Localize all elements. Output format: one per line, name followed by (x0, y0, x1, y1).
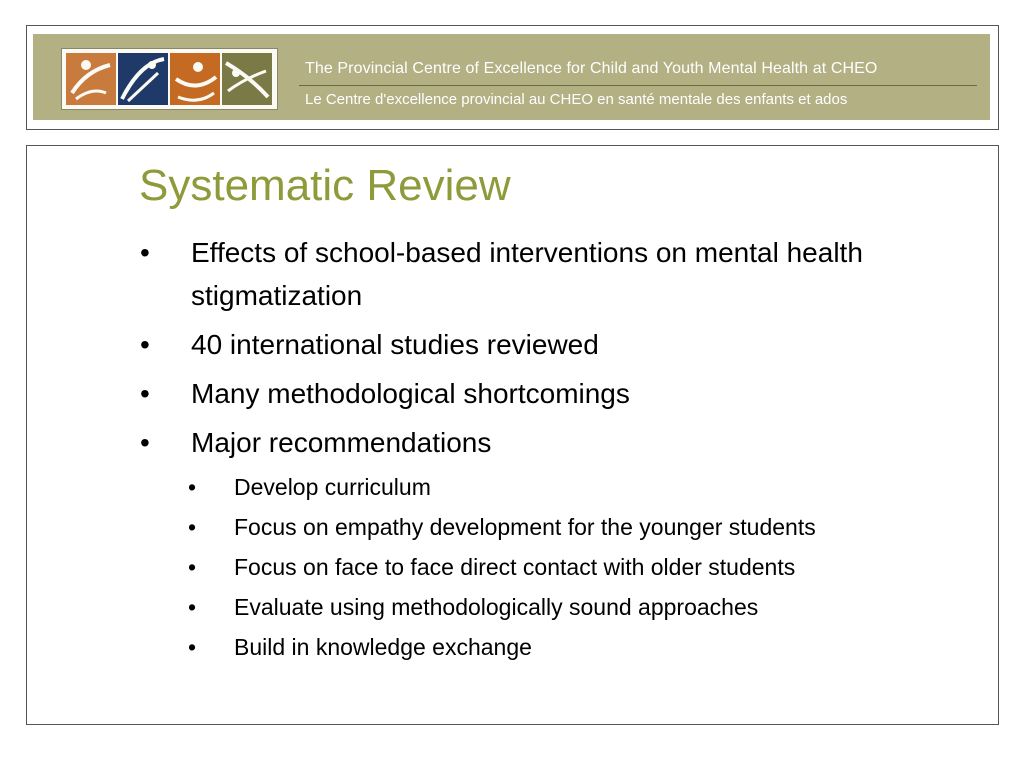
bullet-marker: • (188, 634, 197, 660)
sub-bullet-text: Evaluate using methodologically sound approaches (234, 594, 759, 620)
sub-bullet-text: Focus on face to face direct contact with older students (234, 554, 796, 580)
header-frame (26, 25, 999, 130)
sub-bullet-item (140, 550, 950, 584)
header-banner (33, 34, 990, 120)
bullet-text: Effects of school-based interventions on mental health stigmatization (191, 237, 863, 311)
header-title-english: The Provincial Centre of Excellence for Child and Youth Mental Health at CHEO (305, 60, 878, 77)
bullet-list (140, 231, 950, 670)
bullet-item (140, 323, 950, 366)
bullet-marker: • (188, 554, 197, 580)
bullet-marker: • (140, 237, 150, 268)
bullet-text: 40 international studies reviewed (191, 329, 599, 360)
sub-bullet-text: Focus on empathy development for the younger students (234, 514, 816, 540)
sub-bullet-item (140, 510, 950, 544)
bullet-marker: • (140, 329, 150, 360)
header-divider (299, 85, 977, 86)
cheo-logo (61, 48, 278, 110)
logo-tile-4 (222, 53, 272, 105)
logo-tile-1 (66, 53, 116, 105)
sub-bullet-text: Develop curriculum (234, 474, 431, 500)
logo-tile-2 (118, 53, 168, 105)
logo-tile-3 (170, 53, 220, 105)
bullet-marker: • (140, 378, 150, 409)
slide-title: Systematic Review (139, 161, 511, 210)
bullet-marker: • (140, 427, 150, 458)
sub-bullet-item (140, 470, 950, 504)
bullet-item (140, 372, 950, 415)
sub-bullet-text: Build in knowledge exchange (234, 634, 532, 660)
bullet-text: Major recommendations (191, 427, 492, 458)
bullet-text: Many methodological shortcomings (191, 378, 630, 409)
bullet-item (140, 421, 950, 464)
bullet-marker: • (188, 474, 197, 500)
sub-bullet-item (140, 630, 950, 664)
header-title-french: Le Centre d'excellence provincial au CHEO en santé mentale des enfants et ados (305, 91, 848, 108)
bullet-marker: • (188, 594, 197, 620)
sub-bullet-item (140, 590, 950, 624)
bullet-item (140, 231, 950, 317)
bullet-marker: • (188, 514, 197, 540)
slide-frame (26, 145, 999, 725)
